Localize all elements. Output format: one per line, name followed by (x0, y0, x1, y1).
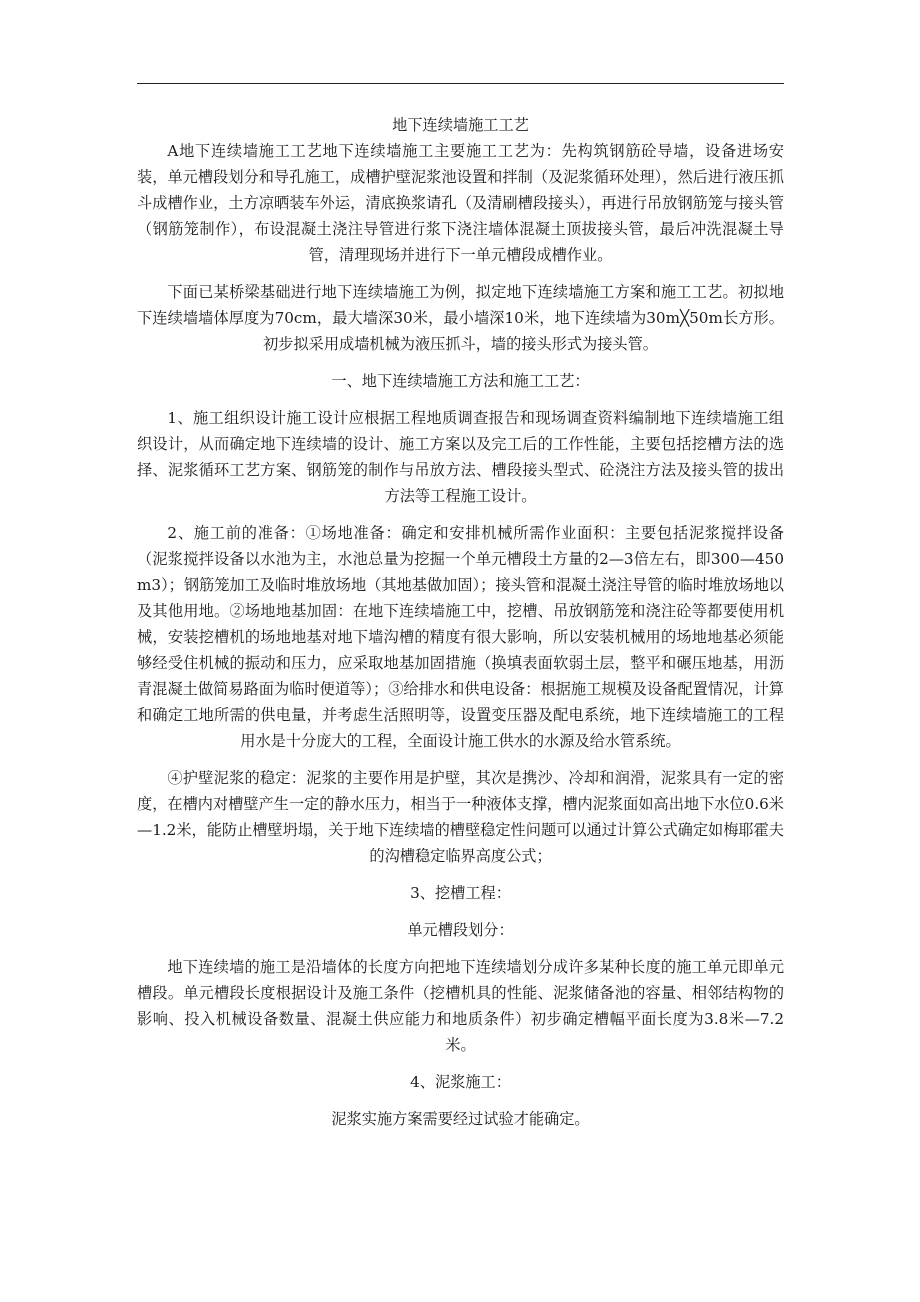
document-body (137, 112, 784, 1132)
paragraph-slurry-stability: ④护壁泥浆的稳定：泥浆的主要作用是护壁，其次是携沙、冷却和润滑，泥浆具有一定的密度，在槽内对槽壁产生一定的静水压力，相当于一种液体支撑，槽内泥浆面如高出地下水位0.6米—1.2米，能防止槽壁坍塌，关于地下连续墙的槽壁稳定性问题可以通过计算公式确定如梅耶霍夫的沟槽稳定临界高度公式； (137, 769, 784, 865)
paragraph-example: 下面已某桥梁基础进行地下连续墙施工为例，拟定地下连续墙施工方案和施工工艺。初拟地下连续墙墙体厚度为70cm，最大墙深30米，最小墙深10米，地下连续墙为30m╳50m长方形。初步拟采用成墙机械为液压抓斗，墙的接头形式为接头管。 (137, 283, 784, 353)
paragraph-design: 1、施工组织设计施工设计应根据工程地质调查报告和现场调查资料编制地下连续墙施工组织设计，从而确定地下连续墙的设计、施工方案以及完工后的工作性能，主要包括挖槽方法的选择、泥浆循环工艺方案、钢筋笼的制作与吊放方法、槽段接头型式、砼浇注方法及接头管的拔出方法等工程施工设计。 (137, 409, 784, 505)
section-heading-3: 3、挖槽工程： (410, 884, 511, 902)
paragraph-slurry-plan: 泥浆实施方案需要经过试验才能确定。 (331, 1110, 590, 1128)
paragraph-overview: A地下连续墙施工工艺地下连续墙施工主要施工工艺为：先构筑钢筋砼导墙，设备进场安装，单元槽段划分和导孔施工，成槽护壁泥浆池设置和拌制（及泥浆循环处理），然后进行液压抓斗成槽作业，土方凉晒装车外运，清底换浆请孔（及清刷槽段接头），再进行吊放钢筋笼与接头管（钢筋笼制作），布设混凝土浇注导管进行浆下浇注墙体混凝土顶拔接头管，最后冲洗混凝土导管，清理现场并进行下一单元槽段成槽作业。 (137, 142, 784, 264)
section-heading-4: 4、泥浆施工： (410, 1073, 511, 1091)
subheading-unit-segment: 单元槽段划分： (407, 921, 514, 939)
document-title: 地下连续墙施工工艺 (392, 116, 529, 134)
paragraph-preparation: 2、施工前的准备：①场地准备：确定和安排机械所需作业面积：主要包括泥浆搅拌设备（泥浆搅拌设备以水池为主，水池总量为挖掘一个单元槽段土方量的2—3倍左右，即300—450m3）；钢筋笼加工及临时堆放场地（其地基做加固）；接头管和混凝土浇注导管的临时堆放场地以及其他用地。②场地地基加固：在地下连续墙施工中，挖槽、吊放钢筋笼和浇注砼等都要使用机械，安装挖槽机的场地地基对地下墙沟槽的精度有很大影响，所以安装机械用的场地地基必须能够经受住机械的振动和压力，应采取地基加固措施（换填表面软弱土层，整平和碾压地基，用沥青混凝土做简易路面为临时便道等）；③给排水和供电设备：根据施工规模及设备配置情况，计算和确定工地所需的供电量，并考虑生活照明等，设置变压器及配电系统，地下连续墙施工的工程用水是十分庞大的工程，全面设计施工供水的水源及给水管系统。 (137, 524, 784, 750)
section-heading-1: 一、地下连续墙施工方法和施工工艺： (331, 372, 590, 390)
paragraph-unit-segment: 地下连续墙的施工是沿墙体的长度方向把地下连续墙划分成许多某种长度的施工单元即单元槽段。单元槽段长度根据设计及施工条件（挖槽机具的性能、泥浆储备池的容量、相邻结构物的影响、投入机械设备数量、混凝土供应能力和地质条件）初步确定槽幅平面长度为3.8米—7.2米。 (137, 958, 784, 1054)
header-rule (137, 83, 784, 84)
